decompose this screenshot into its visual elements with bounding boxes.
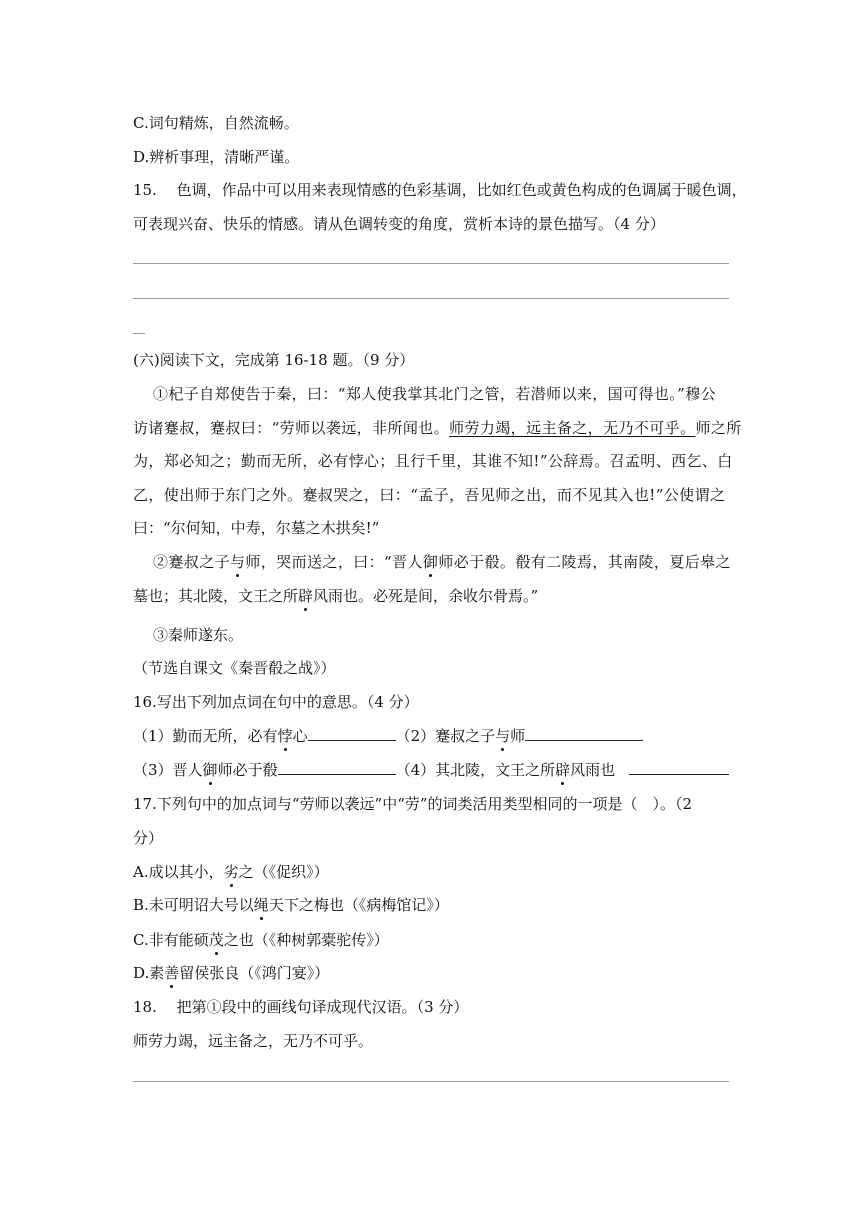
question-17-stem: 17.下列句中的加点词与“劳师以袭远”中“劳”的词类活用类型相同的一项是（ ）。（2 — [133, 795, 693, 813]
dotted-word: 御 — [202, 761, 218, 779]
answer-rule[interactable] — [133, 298, 729, 299]
passage-text: 师，哭而送之，曰：“晋人 — [245, 553, 423, 571]
answer-blank[interactable] — [308, 726, 396, 741]
option-c[interactable] — [133, 930, 389, 950]
item-text: 风雨也 — [570, 761, 616, 779]
item-text: 心 — [292, 727, 308, 745]
passage-line — [133, 418, 742, 438]
answer-rule-tail — [133, 333, 145, 334]
question-16-row — [133, 760, 729, 780]
option-text: 之（《促织》） — [238, 863, 329, 881]
question-15-line-2: 可表现兴奋、快乐的情感。请从色调转变的角度，赏析本诗的景色描写。（4 分） — [133, 215, 665, 233]
passage-text: 风雨也。必死是间，余收尔骨焉。” — [313, 587, 539, 605]
dotted-word: 绳 — [253, 896, 269, 914]
passage-line: 为，郑必知之；勤而无所，必有悖心；且行千里，其谁不知!”公辞焉。召孟明、西乞、白 — [133, 452, 733, 470]
dotted-word: 与 — [495, 727, 511, 745]
passage-text: 墓也；其北陵，文王之所 — [133, 587, 299, 605]
answer-rule[interactable] — [133, 1081, 729, 1082]
option-text: C.非有能硕 — [133, 931, 209, 949]
item-text: （1）勤而无所，必有 — [133, 727, 278, 745]
dotted-word: 御 — [422, 553, 439, 571]
passage-line — [153, 552, 731, 572]
option-d: D.辨析事理，清晰严谨。 — [133, 148, 300, 166]
option-text: 之也（《种树郭橐驼传》） — [223, 931, 389, 949]
question-17-stem-cont: 分） — [133, 829, 164, 847]
dotted-word: 辟 — [555, 761, 571, 779]
passage-line: 曰：“尔何知，中寿，尔墓之木拱矣!” — [133, 519, 380, 537]
passage-text: ②蹇叔之子 — [153, 553, 231, 571]
passage-line: 乙，使出师于东门之外。蹇叔哭之，曰：“孟子，吾见师之出，而不见其入也!”公使谓之 — [133, 486, 726, 504]
option-text: A.成以其小， — [133, 863, 224, 881]
passage-source: （节选自课文《秦晋殽之战》） — [133, 659, 336, 677]
item-text: （3）晋人 — [133, 761, 203, 779]
question-15-line-1: 15. 色调，作品中可以用来表现情感的色彩基调，比如红色或黄色构成的色调属于暖色调， — [133, 181, 747, 199]
passage-line — [133, 586, 538, 606]
question-16-row — [133, 726, 643, 746]
option-text: B.未可明诏大号以 — [133, 896, 254, 914]
item-text: （2）蹇叔之子 — [395, 727, 496, 745]
underlined-sentence: 师劳力竭，远主备之，无乃不可乎。 — [449, 419, 696, 437]
answer-rule[interactable] — [133, 263, 729, 264]
passage-line: ③秦师遂东。 — [153, 626, 244, 644]
dotted-word: 茂 — [208, 931, 224, 949]
question-16-stem: 16.写出下列加点词在句中的意思。（4 分） — [133, 693, 419, 711]
answer-blank[interactable] — [525, 726, 643, 741]
passage-text: 师之所 — [695, 419, 742, 437]
item-text: 师 — [510, 727, 526, 745]
question-18-sentence: 师劳力竭，远主备之，无乃不可乎。 — [133, 1032, 374, 1050]
option-d[interactable] — [133, 963, 329, 983]
dotted-word: 劣 — [223, 863, 239, 881]
option-c: C.词句精炼，自然流畅。 — [133, 114, 299, 132]
option-b[interactable] — [133, 895, 449, 915]
item-text: 师必于殽 — [217, 761, 278, 779]
passage-line: ①杞子自郑使告于秦，曰：“郑人使我掌其北门之管，若潜师以来，国可得也。”穆公 — [153, 385, 717, 403]
dotted-word: 善 — [164, 964, 180, 982]
dotted-word: 与 — [230, 553, 246, 571]
option-text: D.素 — [133, 964, 165, 982]
dotted-word: 辟 — [298, 587, 314, 605]
option-text: 留侯张良（《鸿门宴》） — [179, 964, 330, 982]
question-18-stem: 18. 把第①段中的画线句译成现代汉语。（3 分） — [133, 998, 469, 1016]
option-a[interactable] — [133, 862, 329, 882]
answer-blank[interactable] — [278, 760, 396, 775]
item-text: （4）其北陵，文王之所 — [395, 761, 556, 779]
section-heading: (六)阅读下文，完成第 16-18 题。（9 分） — [133, 351, 415, 369]
passage-text: 访诸蹇叔，蹇叔曰：“劳师以袭远，非所闻也。 — [133, 419, 450, 437]
passage-text: 师必于殽。殽有二陵焉，其南陵，夏后皋之 — [438, 553, 731, 571]
option-text: 天下之梅也（《病梅馆记》） — [268, 896, 449, 914]
dotted-word: 悖 — [277, 727, 293, 745]
answer-blank[interactable] — [629, 760, 729, 775]
